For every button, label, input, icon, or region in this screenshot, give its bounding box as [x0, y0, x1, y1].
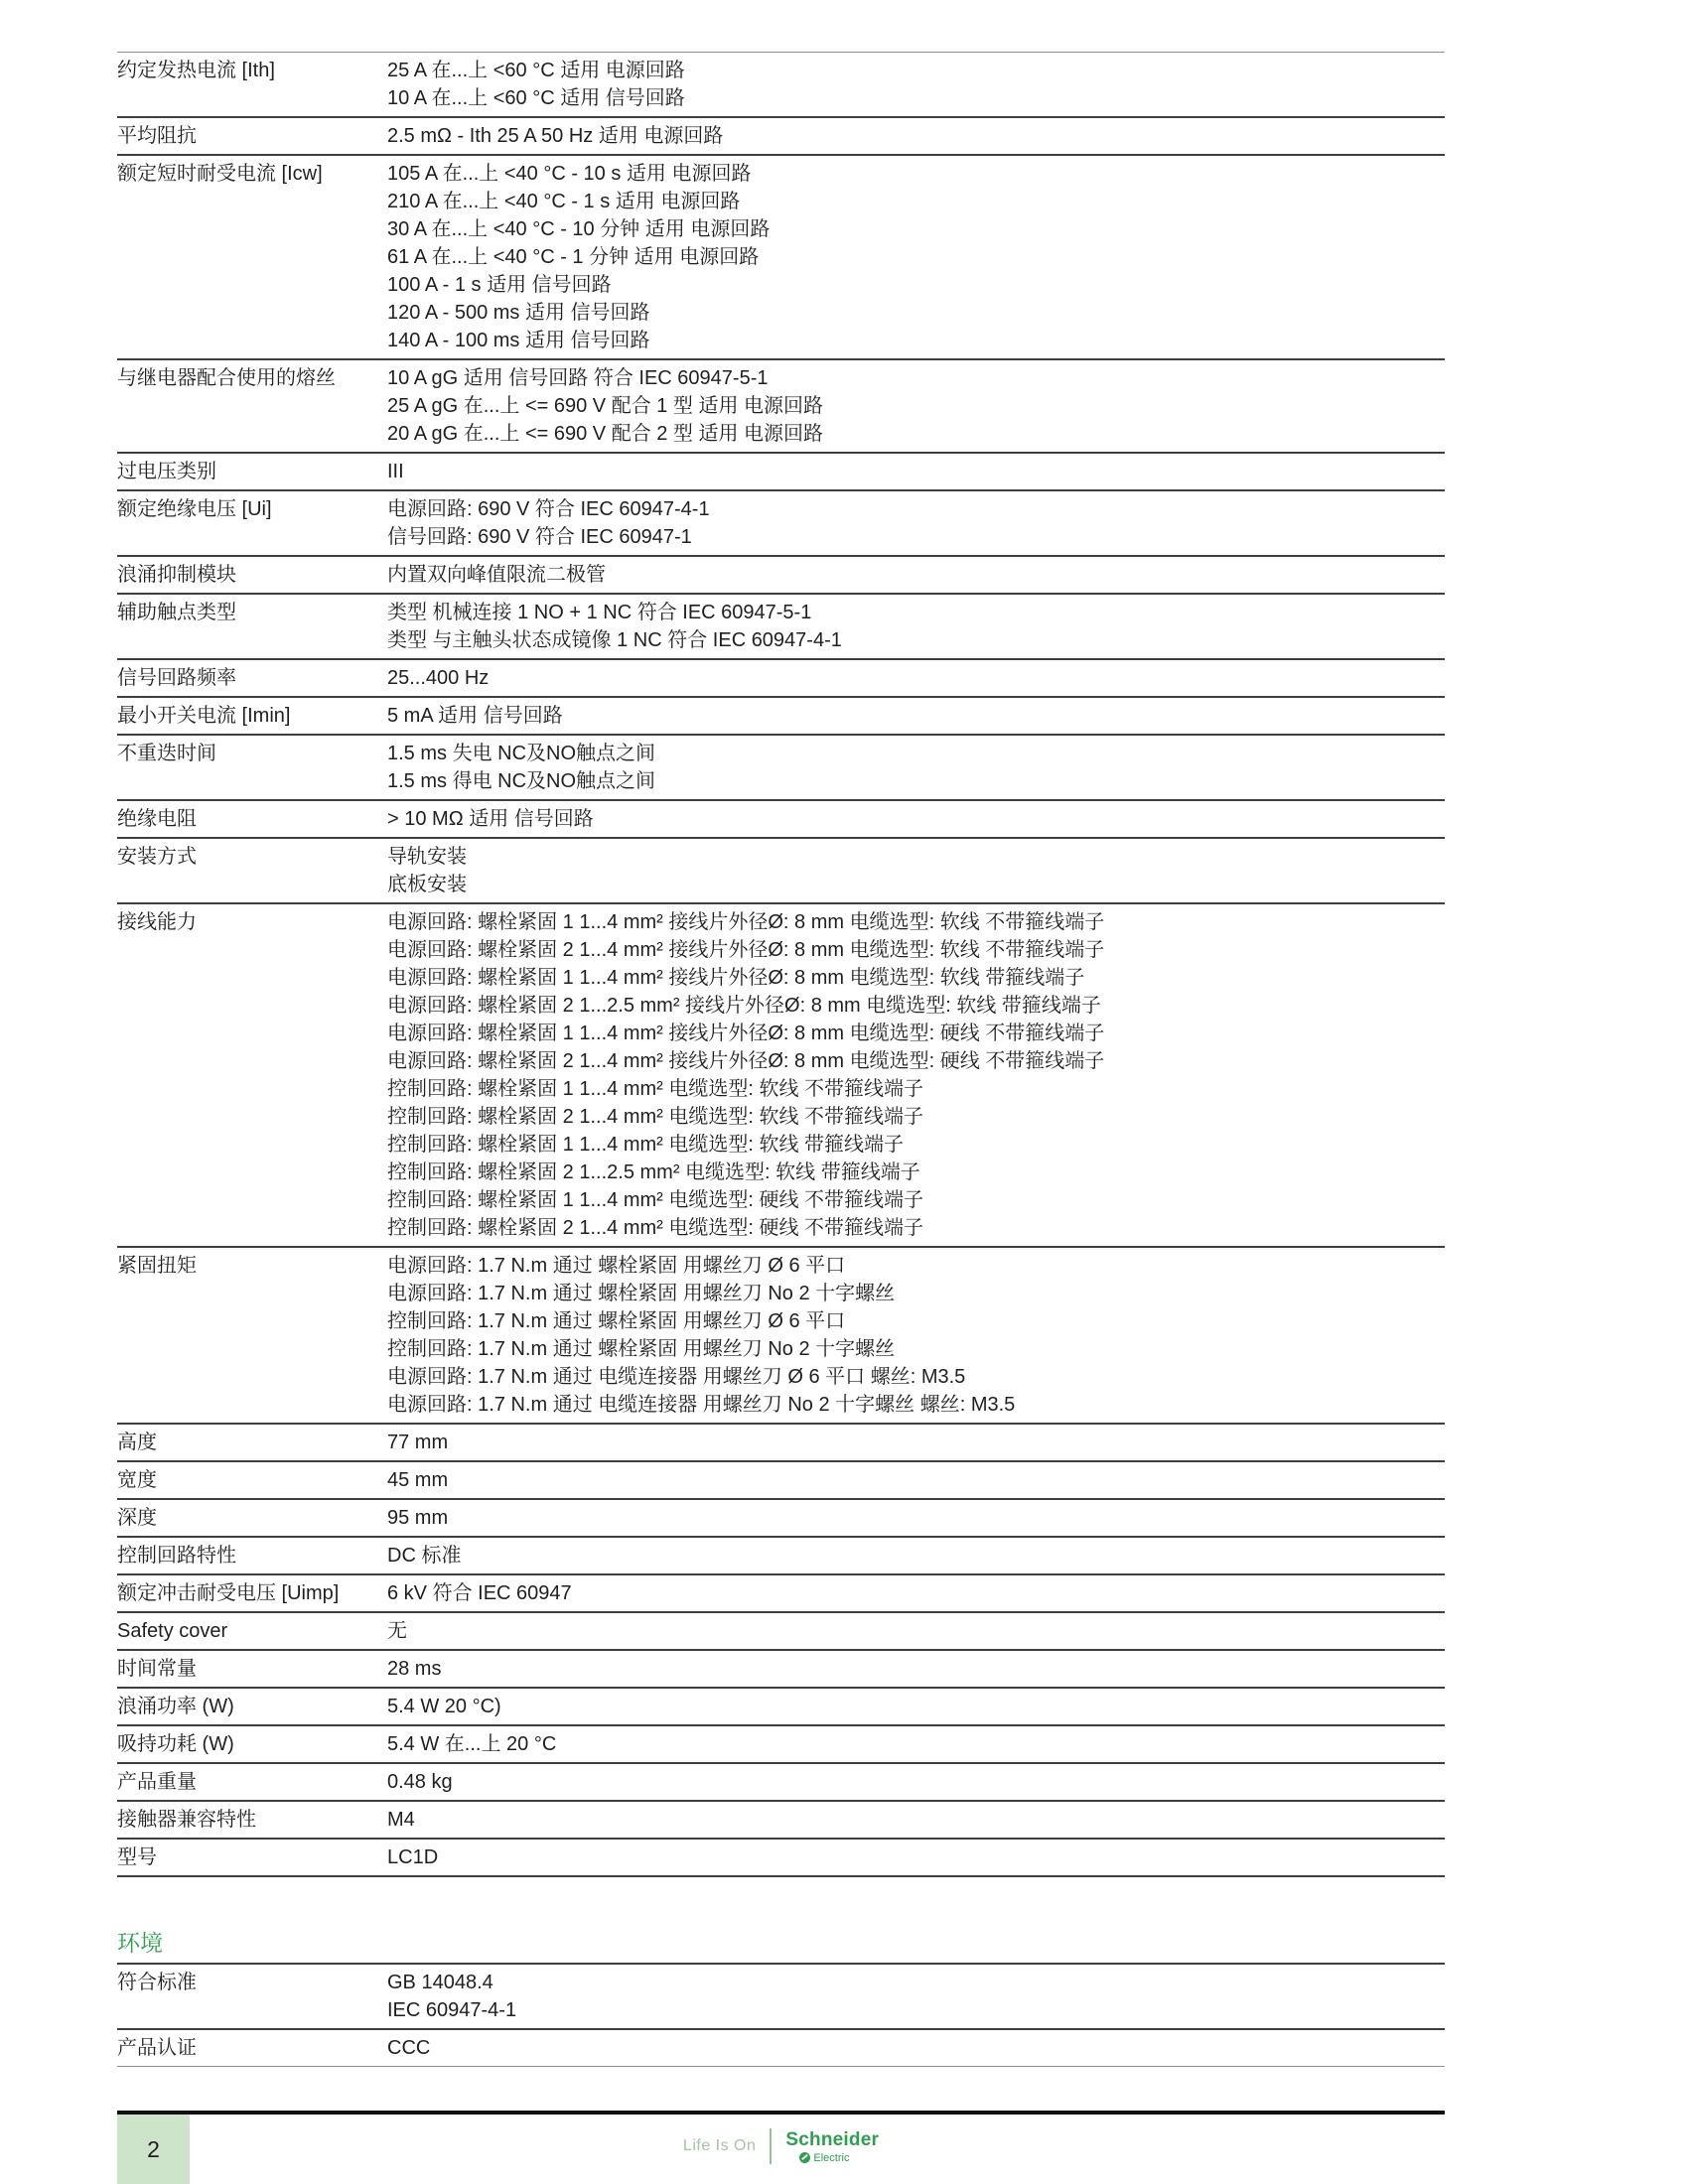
spec-value-line: 信号回路: 690 V 符合 IEC 60947-1	[387, 526, 692, 548]
spec-label: 绝缘电阻	[117, 800, 387, 838]
spec-value	[387, 1424, 1445, 1461]
spec-value	[387, 1688, 1445, 1725]
spec-label: 不重迭时间	[117, 735, 387, 800]
spec-value	[387, 453, 1445, 490]
spec-label: 符合标准	[117, 1964, 387, 2029]
spec-row	[117, 556, 1445, 594]
brand-sub: Electric	[813, 2151, 850, 2164]
spec-value	[387, 1763, 1445, 1801]
spec-value	[387, 800, 1445, 838]
spec-value-line: 控制回路: 螺栓紧固 2 1...4 mm² 电缆选型: 硬线 不带箍线端子	[387, 1217, 924, 1239]
spec-value	[387, 1801, 1445, 1839]
spec-value-line: 1.5 ms 得电 NC及NO触点之间	[387, 770, 656, 792]
spec-value	[387, 697, 1445, 735]
brand-divider	[770, 2128, 772, 2164]
life-is-on-tagline: Life Is On	[682, 2137, 757, 2154]
spec-value-line: 电源回路: 螺栓紧固 2 1...4 mm² 接线片外径Ø: 8 mm 电缆选型: 软线 不带箍线端子	[387, 939, 1105, 961]
spec-row	[117, 155, 1445, 359]
spec-row	[117, 800, 1445, 838]
spec-value-line: 100 A - 1 s 适用 信号回路	[387, 274, 612, 296]
spec-value-line: 2.5 mΩ - Ith 25 A 50 Hz 适用 电源回路	[387, 125, 724, 147]
spec-row	[117, 1650, 1445, 1688]
spec-row	[117, 117, 1445, 155]
spec-label: 最小开关电流 [Imin]	[117, 697, 387, 735]
spec-value	[387, 2029, 1445, 2067]
spec-value-line: 电源回路: 690 V 符合 IEC 60947-4-1	[387, 498, 710, 520]
spec-label: 浪涌功率 (W)	[117, 1688, 387, 1725]
spec-value-line: III	[387, 461, 404, 482]
spec-value-line: 0.48 kg	[387, 1771, 453, 1793]
spec-row	[117, 838, 1445, 903]
spec-label: 紧固扭矩	[117, 1247, 387, 1424]
spec-label: 接触器兼容特性	[117, 1801, 387, 1839]
spec-value-line: 类型 与主触头状态成镜像 1 NC 符合 IEC 60947-4-1	[387, 629, 842, 651]
spec-value	[387, 1725, 1445, 1763]
spec-value-line: 电源回路: 1.7 N.m 通过 电缆连接器 用螺丝刀 Ø 6 平口 螺丝: M3.5	[387, 1366, 966, 1388]
spec-value-line: 25...400 Hz	[387, 667, 490, 689]
schneider-leaf-icon	[799, 2152, 810, 2163]
spec-value-line: 电源回路: 螺栓紧固 2 1...2.5 mm² 接线片外径Ø: 8 mm 电缆选型: 软线 带箍线端子	[387, 995, 1101, 1017]
spec-row	[117, 2029, 1445, 2067]
spec-value-line: 95 mm	[387, 1507, 449, 1529]
spec-row	[117, 735, 1445, 800]
spec-row	[117, 1537, 1445, 1574]
spec-value	[387, 556, 1445, 594]
spec-value-line: DC 标准	[387, 1545, 462, 1567]
spec-value-line: IEC 60947-4-1	[387, 1999, 517, 2021]
spec-row	[117, 594, 1445, 659]
spec-value	[387, 1612, 1445, 1650]
spec-row	[117, 1763, 1445, 1801]
spec-row	[117, 1499, 1445, 1537]
schneider-logo	[785, 2129, 879, 2164]
spec-value-line: 类型 机械连接 1 NO + 1 NC 符合 IEC 60947-5-1	[387, 602, 812, 623]
spec-label: Safety cover	[117, 1612, 387, 1650]
spec-value-line: 控制回路: 螺栓紧固 2 1...2.5 mm² 电缆选型: 软线 带箍线端子	[387, 1161, 920, 1183]
environment-table	[117, 1963, 1445, 2067]
footer-brand-row	[117, 2124, 1445, 2168]
spec-label: 产品认证	[117, 2029, 387, 2067]
spec-value	[387, 838, 1445, 903]
spec-value	[387, 155, 1445, 359]
spec-row	[117, 1688, 1445, 1725]
environment-section-title: 环境	[117, 1930, 163, 1956]
spec-value-line: 1.5 ms 失电 NC及NO触点之间	[387, 743, 656, 764]
spec-value-line: 25 A gG 在...上 <= 690 V 配合 1 型 适用 电源回路	[387, 395, 824, 417]
spec-label: 产品重量	[117, 1763, 387, 1801]
spec-row	[117, 53, 1445, 118]
spec-value-line: 10 A gG 适用 信号回路 符合 IEC 60947-5-1	[387, 367, 769, 389]
spec-label: 型号	[117, 1839, 387, 1876]
spec-label: 吸持功耗 (W)	[117, 1725, 387, 1763]
brand-name: Schneider	[785, 2128, 880, 2150]
spec-label: 辅助触点类型	[117, 594, 387, 659]
spec-value	[387, 359, 1445, 453]
spec-row	[117, 903, 1445, 1247]
spec-value-line: 电源回路: 1.7 N.m 通过 电缆连接器 用螺丝刀 No 2 十字螺丝 螺丝: M3.5	[387, 1394, 1016, 1416]
spec-value-line: 20 A gG 在...上 <= 690 V 配合 2 型 适用 电源回路	[387, 423, 824, 445]
spec-value-line: 内置双向峰值限流二极管	[387, 564, 606, 586]
spec-value-line: 电源回路: 螺栓紧固 1 1...4 mm² 接线片外径Ø: 8 mm 电缆选型: 软线 不带箍线端子	[387, 911, 1105, 933]
spec-value-line: 控制回路: 螺栓紧固 1 1...4 mm² 电缆选型: 软线 不带箍线端子	[387, 1078, 924, 1100]
spec-value	[387, 1839, 1445, 1876]
spec-value-line: > 10 MΩ 适用 信号回路	[387, 808, 594, 830]
spec-value-line: 120 A - 500 ms 适用 信号回路	[387, 302, 650, 324]
spec-value	[387, 1461, 1445, 1499]
spec-row	[117, 1725, 1445, 1763]
spec-value	[387, 1650, 1445, 1688]
spec-row	[117, 659, 1445, 697]
spec-value	[387, 1574, 1445, 1612]
spec-value-line: 10 A 在...上 <60 °C 适用 信号回路	[387, 87, 685, 109]
spec-value-line: 25 A 在...上 <60 °C 适用 电源回路	[387, 60, 685, 81]
spec-value-line: GB 14048.4	[387, 1972, 493, 1993]
spec-value-line: 电源回路: 1.7 N.m 通过 螺栓紧固 用螺丝刀 No 2 十字螺丝	[387, 1283, 896, 1304]
spec-value-line: 控制回路: 1.7 N.m 通过 螺栓紧固 用螺丝刀 No 2 十字螺丝	[387, 1338, 896, 1360]
spec-value	[387, 117, 1445, 155]
spec-label: 控制回路特性	[117, 1537, 387, 1574]
spec-value	[387, 594, 1445, 659]
spec-value-line: 5.4 W 在...上 20 °C	[387, 1733, 557, 1755]
spec-table	[117, 52, 1445, 1877]
spec-value	[387, 659, 1445, 697]
spec-value-line: 210 A 在...上 <40 °C - 1 s 适用 电源回路	[387, 191, 741, 212]
spec-row	[117, 1424, 1445, 1461]
spec-row	[117, 697, 1445, 735]
spec-row	[117, 490, 1445, 556]
spec-value-line: 30 A 在...上 <40 °C - 10 分钟 适用 电源回路	[387, 218, 771, 240]
spec-value-line: CCC	[387, 2037, 431, 2059]
spec-label: 宽度	[117, 1461, 387, 1499]
spec-value-line: LC1D	[387, 1846, 439, 1868]
spec-value-line: 140 A - 100 ms 适用 信号回路	[387, 330, 650, 351]
spec-value-line: 5 mA 适用 信号回路	[387, 705, 563, 727]
spec-label: 额定短时耐受电流 [Icw]	[117, 155, 387, 359]
spec-row	[117, 359, 1445, 453]
spec-value	[387, 1247, 1445, 1424]
spec-value	[387, 1499, 1445, 1537]
spec-row	[117, 453, 1445, 490]
footer-rule	[117, 2111, 1445, 2115]
spec-label: 时间常量	[117, 1650, 387, 1688]
spec-value-line: 导轨安装	[387, 846, 467, 868]
spec-value-line: M4	[387, 1809, 415, 1831]
brand-sub-row	[785, 2152, 879, 2164]
spec-value-line: 电源回路: 螺栓紧固 1 1...4 mm² 接线片外径Ø: 8 mm 电缆选型: 硬线 不带箍线端子	[387, 1023, 1105, 1044]
spec-value-line: 控制回路: 螺栓紧固 1 1...4 mm² 电缆选型: 硬线 不带箍线端子	[387, 1189, 924, 1211]
spec-value-line: 45 mm	[387, 1469, 449, 1491]
spec-label: 浪涌抑制模块	[117, 556, 387, 594]
spec-value-line: 28 ms	[387, 1658, 442, 1680]
spec-value-line: 105 A 在...上 <40 °C - 10 s 适用 电源回路	[387, 163, 752, 185]
spec-value	[387, 903, 1445, 1247]
spec-value-line: 电源回路: 1.7 N.m 通过 螺栓紧固 用螺丝刀 Ø 6 平口	[387, 1255, 846, 1277]
spec-value-line: 61 A 在...上 <40 °C - 1 分钟 适用 电源回路	[387, 246, 760, 268]
spec-label: 过电压类别	[117, 453, 387, 490]
spec-value	[387, 1964, 1445, 2029]
spec-value-line: 底板安装	[387, 874, 467, 895]
spec-row	[117, 1612, 1445, 1650]
content-area	[117, 52, 1445, 2067]
spec-value-line: 控制回路: 螺栓紧固 2 1...4 mm² 电缆选型: 软线 不带箍线端子	[387, 1106, 924, 1128]
spec-label: 高度	[117, 1424, 387, 1461]
spec-value	[387, 490, 1445, 556]
spec-value-line: 电源回路: 螺栓紧固 2 1...4 mm² 接线片外径Ø: 8 mm 电缆选型: 硬线 不带箍线端子	[387, 1050, 1105, 1072]
spec-value-line: 电源回路: 螺栓紧固 1 1...4 mm² 接线片外径Ø: 8 mm 电缆选型: 软线 带箍线端子	[387, 967, 1085, 989]
spec-label: 接线能力	[117, 903, 387, 1247]
spec-row	[117, 1461, 1445, 1499]
spec-label: 与继电器配合使用的熔丝	[117, 359, 387, 453]
spec-value	[387, 735, 1445, 800]
spec-label: 额定冲击耐受电压 [Uimp]	[117, 1574, 387, 1612]
spec-value	[387, 53, 1445, 118]
spec-label: 约定发热电流 [Ith]	[117, 53, 387, 118]
spec-label: 信号回路频率	[117, 659, 387, 697]
spec-label: 深度	[117, 1499, 387, 1537]
spec-value-line: 5.4 W 20 °C)	[387, 1696, 501, 1717]
spec-row	[117, 1574, 1445, 1612]
spec-label: 安装方式	[117, 838, 387, 903]
spec-row	[117, 1964, 1445, 2029]
spec-value-line: 6 kV 符合 IEC 60947	[387, 1582, 572, 1604]
spec-value-line: 控制回路: 螺栓紧固 1 1...4 mm² 电缆选型: 软线 带箍线端子	[387, 1134, 905, 1156]
spec-label: 平均阻抗	[117, 117, 387, 155]
spec-row	[117, 1839, 1445, 1876]
page-number: 2	[147, 2135, 160, 2162]
spec-value-line: 77 mm	[387, 1432, 449, 1453]
spec-value	[387, 1537, 1445, 1574]
spec-value-line: 控制回路: 1.7 N.m 通过 螺栓紧固 用螺丝刀 Ø 6 平口	[387, 1310, 846, 1332]
spec-row	[117, 1247, 1445, 1424]
spec-label: 额定绝缘电压 [Ui]	[117, 490, 387, 556]
spec-row	[117, 1801, 1445, 1839]
spec-value-line: 无	[387, 1620, 407, 1642]
